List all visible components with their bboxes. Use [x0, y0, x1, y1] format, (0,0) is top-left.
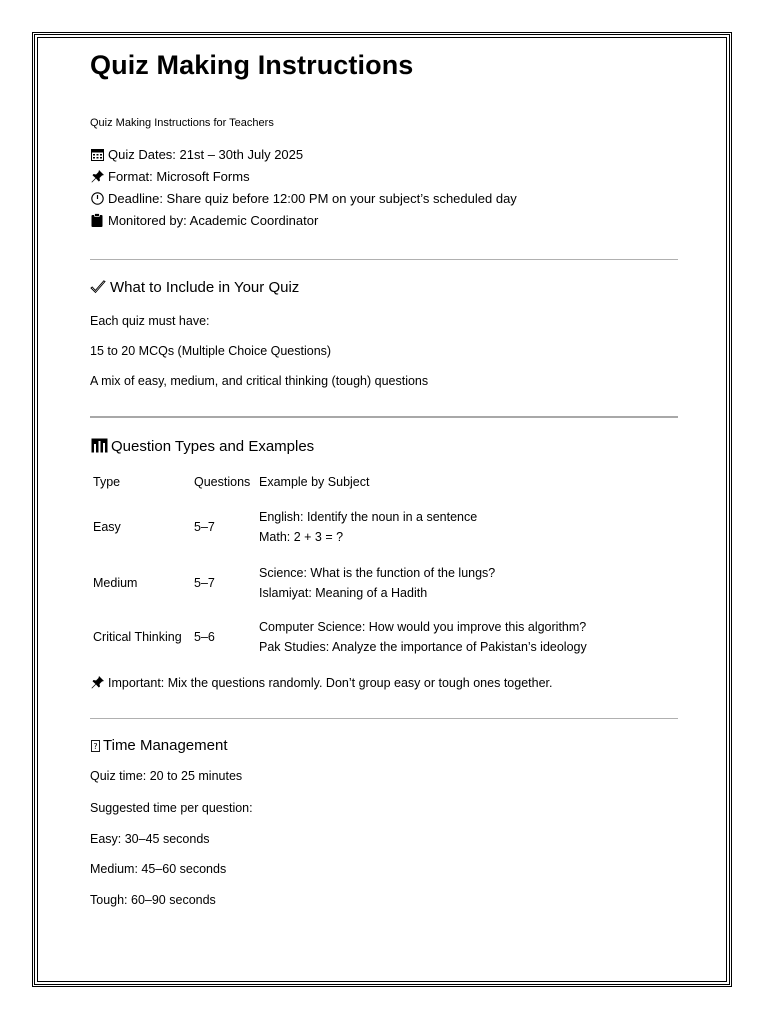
important-note-text: Important: Mix the questions randomly. Don’t group easy or tough ones together. [108, 676, 553, 690]
meta-format [90, 169, 250, 184]
section-types-title: Question Types and Examples [111, 438, 315, 455]
table-cell-questions: 5–6 [194, 630, 215, 644]
time-line: Easy: 30–45 seconds [90, 832, 210, 846]
meta-format-text: Format: Microsoft Forms [108, 169, 250, 184]
pushpin-icon [90, 170, 104, 184]
page-title: Quiz Making Instructions [90, 50, 414, 80]
bar-chart-icon [90, 438, 108, 454]
svg-text:?: ? [92, 742, 98, 751]
pushpin-icon [90, 676, 104, 690]
page-subtitle: Quiz Making Instructions for Teachers [90, 117, 274, 129]
table-cell-questions: 5–7 [194, 576, 215, 590]
section-types-heading [90, 438, 314, 455]
include-line: A mix of easy, medium, and critical thinking (tough) questions [90, 374, 429, 388]
table-cell-type: Easy [93, 520, 121, 534]
meta-monitor [90, 213, 318, 228]
table-cell-example: English: Identify the noun in a sentence [259, 510, 478, 524]
calendar-icon [90, 148, 104, 162]
important-note [90, 676, 552, 690]
section-time-title: Time Management [103, 737, 228, 754]
table-cell-example: Math: 2 + 3 = ? [259, 530, 344, 544]
include-line: 15 to 20 MCQs (Multiple Choice Questions) [90, 344, 332, 358]
meta-dates-text: Quiz Dates: 21st – 30th July 2025 [108, 147, 304, 162]
table-header-type: Type [93, 475, 121, 489]
table-header-example: Example by Subject [259, 475, 370, 489]
divider [90, 718, 678, 719]
table-header-questions: Questions [194, 475, 251, 489]
table-cell-type: Medium [93, 576, 138, 590]
time-line: Tough: 60–90 seconds [90, 893, 216, 907]
time-line: Suggested time per question: [90, 801, 253, 815]
include-line: Each quiz must have: [90, 314, 210, 328]
divider [90, 259, 678, 260]
missing-glyph-icon [90, 739, 100, 753]
section-include-heading [90, 279, 299, 296]
table-cell-example: Computer Science: How would you improve this algorithm? [259, 620, 587, 634]
meta-deadline [90, 191, 517, 206]
meta-deadline-text: Deadline: Share quiz before 12:00 PM on your subject’s scheduled day [108, 191, 517, 206]
time-line: Quiz time: 20 to 25 minutes [90, 769, 243, 783]
section-time-heading [90, 737, 228, 754]
divider [90, 416, 678, 418]
table-cell-example: Science: What is the function of the lungs? [259, 566, 496, 580]
table-cell-example: Islamiyat: Meaning of a Hadith [259, 586, 428, 600]
table-cell-questions: 5–7 [194, 520, 215, 534]
checkmark-icon [90, 280, 106, 295]
section-include-title: What to Include in Your Quiz [110, 279, 300, 296]
table-cell-example: Pak Studies: Analyze the importance of Pakistan’s ideology [259, 640, 587, 654]
clipboard-icon [90, 213, 104, 228]
time-line: Medium: 45–60 seconds [90, 862, 227, 876]
clock-icon [90, 192, 104, 206]
meta-monitor-text: Monitored by: Academic Coordinator [108, 213, 319, 228]
table-cell-type: Critical Thinking [93, 630, 182, 644]
meta-dates [90, 147, 303, 162]
